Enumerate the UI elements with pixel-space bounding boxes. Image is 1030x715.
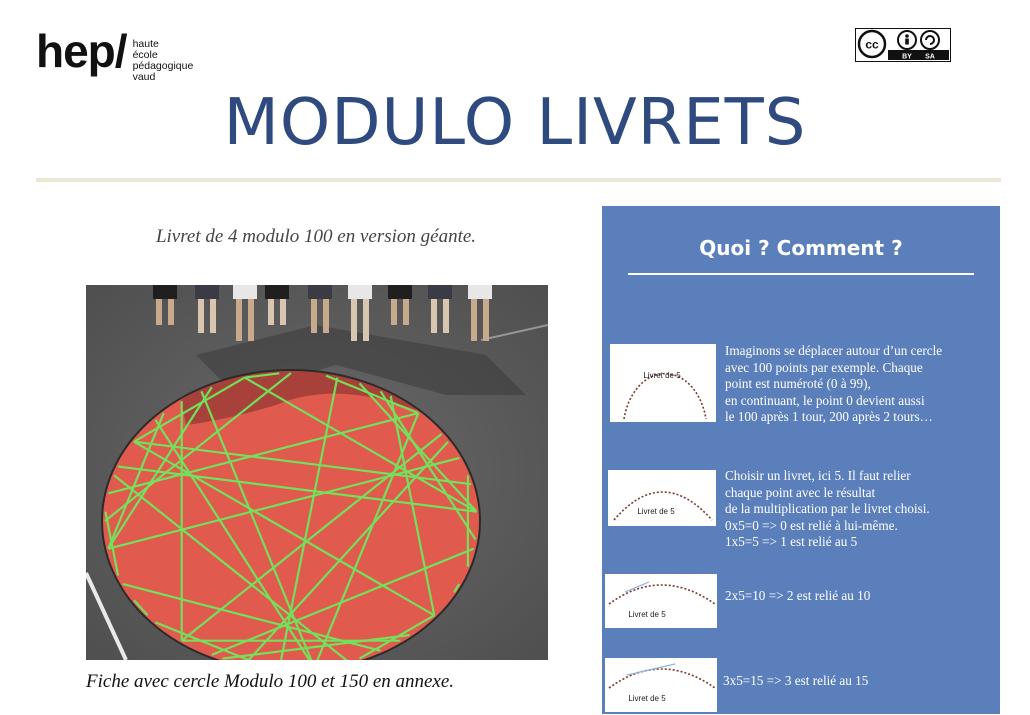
step-line: 2x5=10 => 2 est relié au 10 bbox=[725, 588, 871, 603]
logo-sub-line: vaud bbox=[132, 71, 156, 83]
person-shorts bbox=[428, 285, 452, 299]
step-thumbnail bbox=[608, 470, 716, 526]
step-thumbnail bbox=[605, 658, 717, 712]
step-line: en continuant, le point 0 devient aussi bbox=[725, 392, 925, 408]
step-thumbnail bbox=[610, 344, 716, 422]
thumb-label: Livret de 5 bbox=[643, 371, 681, 380]
step-line: point est numéroté (0 à 99), bbox=[725, 376, 871, 392]
step-line: avec 100 points par exemple. Chaque bbox=[725, 359, 923, 375]
panel-divider bbox=[628, 273, 974, 275]
photo-caption-bottom: Fiche avec cercle Modulo 100 et 150 en annexe. bbox=[86, 671, 455, 692]
photo-caption-top: Livret de 4 modulo 100 en version géante. bbox=[155, 226, 477, 247]
step-description bbox=[725, 468, 930, 551]
cc-text: cc bbox=[865, 37, 879, 52]
step-description bbox=[725, 588, 870, 605]
logo-sub-line: haute bbox=[132, 38, 159, 50]
panel-title: Quoi ? Comment ? bbox=[699, 236, 903, 260]
thumb-label: Livret de 5 bbox=[628, 610, 666, 619]
step-description bbox=[723, 673, 868, 690]
step-line: chaque point avec le résultat bbox=[725, 484, 876, 500]
page-title: MODULO LIVRETS bbox=[223, 86, 807, 160]
person-shorts bbox=[153, 285, 177, 299]
logo-sub-line: école bbox=[132, 49, 158, 61]
step-line: 1x5=5 => 1 est relié au 5 bbox=[725, 534, 858, 550]
how-it-works-panel bbox=[602, 206, 1000, 714]
step-line: Imaginons se déplacer autour d’un cercle bbox=[725, 343, 943, 358]
hep-logo bbox=[36, 26, 193, 83]
person-shorts bbox=[348, 285, 372, 299]
person-shorts bbox=[195, 285, 219, 299]
giant-modulo-photo bbox=[86, 285, 548, 660]
sa-text: SA bbox=[925, 53, 935, 60]
step-line: le 100 après 1 tour, 200 après 2 tours… bbox=[725, 409, 933, 425]
title-divider bbox=[36, 178, 1001, 182]
person-shorts bbox=[265, 285, 289, 299]
step-line: Choisir un livret, ici 5. Il faut relier bbox=[725, 468, 911, 483]
person-shorts bbox=[233, 285, 257, 299]
person-shorts bbox=[308, 285, 332, 299]
step-description bbox=[725, 343, 942, 426]
logo-sub-line: pédagogique bbox=[132, 60, 194, 72]
logo-subtitle bbox=[133, 39, 194, 83]
person-shorts bbox=[388, 285, 412, 299]
thumb-label: Livret de 5 bbox=[628, 694, 666, 703]
step-line: 3x5=15 => 3 est relié au 15 bbox=[723, 673, 869, 688]
logo-wordmark: hep/ bbox=[36, 25, 127, 77]
step-thumbnail bbox=[605, 574, 717, 628]
cc-by-sa-badge bbox=[855, 28, 951, 62]
cc-license-icon bbox=[856, 29, 949, 60]
step-line: de la multiplication par le livret choisi. bbox=[725, 501, 930, 517]
by-text: BY bbox=[902, 53, 912, 60]
person-shorts bbox=[468, 285, 492, 299]
thumb-label: Livret de 5 bbox=[637, 507, 675, 516]
step-line: 0x5=0 => 0 est relié à lui-même. bbox=[725, 517, 898, 533]
